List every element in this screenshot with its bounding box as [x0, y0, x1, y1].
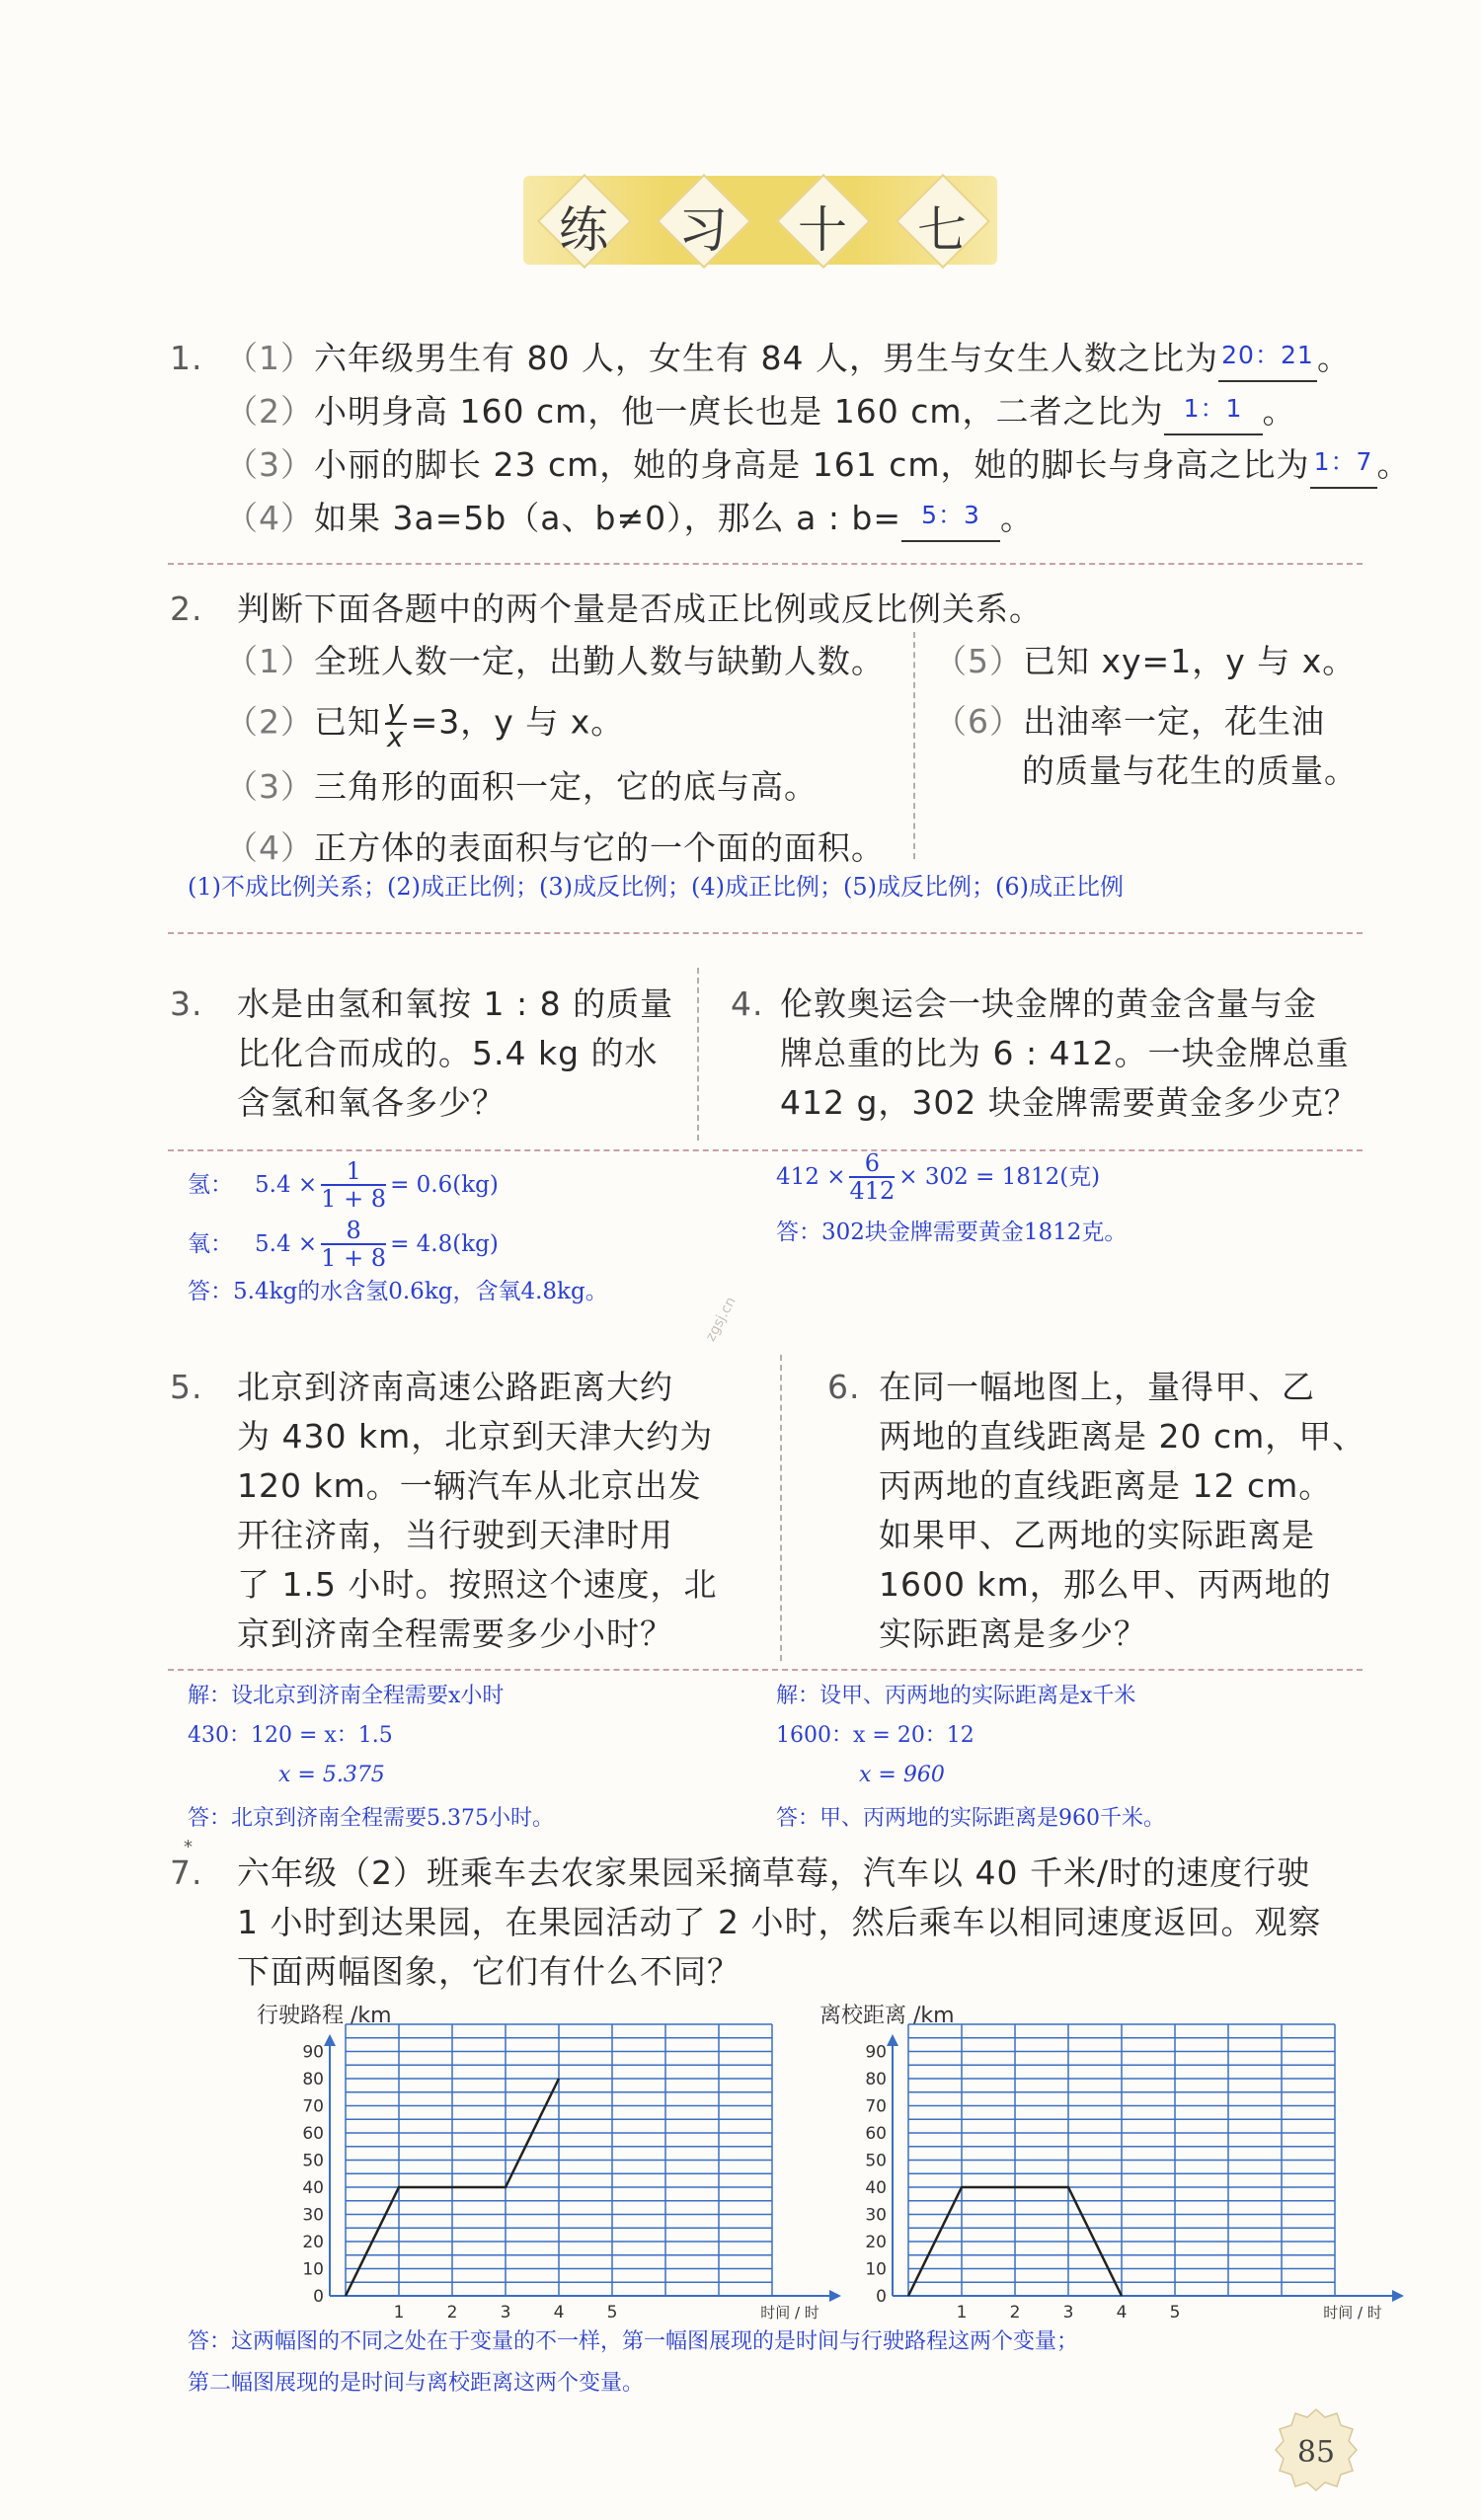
q6-answer-line: 解：设甲、丙两地的实际距离是x千米 — [776, 1684, 1136, 1708]
item-label: （6） — [934, 702, 1023, 741]
q5-line: 京到济南全程需要多少小时？ — [237, 1614, 673, 1653]
q2-stem: 判断下面各题中的两个量是否成正比例或反比例关系。 — [237, 590, 1043, 628]
item-label: （1） — [225, 339, 314, 377]
fraction-numerator: 1 — [321, 1158, 386, 1186]
answer-blank: 1：7 — [1310, 437, 1377, 489]
y-tick-label: 10 — [302, 2259, 324, 2280]
section-divider — [168, 932, 1363, 934]
item-text: 小明身高 160 cm，他一庹长也是 160 cm，二者之比为 — [314, 392, 1164, 431]
fraction-denominator: 1 + 8 — [321, 1185, 387, 1213]
q4-answer-line — [776, 1149, 1100, 1205]
math-text: 5.4 × — [255, 1231, 318, 1257]
q7-line: 1 小时到达果园，在果园活动了 2 小时，然后乘车以相同速度返回。观察 — [237, 1903, 1322, 1941]
q6-line: 在同一幅地图上，量得甲、乙 — [879, 1368, 1315, 1406]
q2-item-5 — [934, 637, 1356, 686]
q5-line: 北京到济南高速公路距离大约 — [237, 1368, 673, 1406]
y-tick-label: 20 — [302, 2233, 324, 2252]
fraction-numerator: y — [387, 693, 405, 726]
y-tick-label: 50 — [302, 2151, 324, 2171]
fraction-denominator: x — [387, 721, 405, 753]
q3-answer-line — [188, 1157, 499, 1213]
x-axis-label: 时间 / 时 — [760, 2304, 819, 2322]
item-text: 小丽的脚长 23 cm，她的身高是 161 cm，她的脚长与身高之比为 — [314, 445, 1310, 484]
y-axis-arrow-icon — [887, 2034, 898, 2046]
section-divider — [168, 563, 1363, 565]
math-text: 412 × — [776, 1164, 846, 1190]
math-text: 5.4 × — [255, 1172, 318, 1198]
question-number: 2. — [170, 590, 203, 628]
item-text: 如果 3a=5b（a、b≠0），那么 a : b= — [314, 499, 902, 537]
page-title-char: 七 — [917, 201, 967, 259]
q5-line: 120 km。一辆汽车从北京出发 — [237, 1466, 702, 1505]
q1-item-4 — [225, 494, 1410, 548]
page-title-char: 十 — [798, 201, 847, 259]
item-text: 全班人数一定，出勤人数与缺勤人数。 — [314, 642, 885, 680]
question-number: 1. — [170, 339, 203, 377]
chart-title: 离校距离 /km — [819, 2004, 955, 2028]
q1-item-1 — [225, 334, 1410, 388]
y-tick-label: 30 — [865, 2205, 887, 2226]
q2-item-6 — [934, 697, 1325, 747]
q2-item-1 — [225, 637, 885, 686]
y-tick-label: 90 — [865, 2042, 887, 2063]
challenge-star-icon: * — [184, 1837, 193, 1857]
question-number: 4. — [731, 984, 764, 1023]
q2-item-2 — [225, 693, 625, 753]
item-text: 三角形的面积一定，它的底与高。 — [314, 767, 818, 806]
q1-item-3 — [225, 440, 1459, 495]
chart-title: 行驶路程 /km — [257, 2004, 392, 2028]
item-label: （5） — [934, 642, 1023, 680]
q3-line: 水是由氢和氧按 1 : 8 的质量 — [237, 984, 674, 1023]
q6-line: 实际距离是多少？ — [879, 1614, 1147, 1653]
item-text: 六年级男生有 80 人，女生有 84 人，男生与女生人数之比为 — [314, 339, 1218, 377]
y-tick-label: 70 — [302, 2096, 324, 2117]
q2-item-3 — [225, 762, 818, 812]
q3-answer-line: 答：5.4kg的水含氢0.6kg，含氧4.8kg。 — [188, 1279, 608, 1304]
q7-line: 下面两幅图象，它们有什么不同？ — [237, 1952, 740, 1991]
q4-line: 412 g，302 块金牌需要黄金多少克？ — [780, 1083, 1358, 1122]
math-text: = 0.6(kg) — [390, 1172, 499, 1198]
item-label: （2） — [225, 702, 314, 742]
q7-answer-line: 答：这两幅图的不同之处在于变量的不一样，第一幅图展现的是时间与行驶路程这两个变量； — [188, 2329, 1079, 2354]
q6-line: 如果甲、乙两地的实际距离是 — [879, 1516, 1315, 1554]
page-title-char: 习 — [678, 201, 728, 259]
y-axis-arrow-icon — [324, 2034, 336, 2046]
q4-line: 牌总重的比为 6 : 412。一块金牌总重 — [780, 1034, 1350, 1072]
q2-item-6-cont: 的质量与花生的质量。 — [1022, 751, 1358, 790]
q6-answer-line: 1600：x = 20：12 — [776, 1723, 974, 1748]
y-tick-label: 40 — [865, 2178, 887, 2198]
q6-answer-line: 答：甲、丙两地的实际距离是960千米。 — [776, 1806, 1165, 1831]
item-label: （4） — [225, 499, 314, 537]
column-divider — [697, 968, 699, 1141]
item-text: 已知 xy=1，y 与 x。 — [1023, 642, 1357, 680]
punct: 。 — [1316, 339, 1351, 377]
y-tick-label: 0 — [313, 2287, 324, 2307]
punct: 。 — [1000, 499, 1035, 537]
page-number: 85 — [1296, 2435, 1336, 2470]
item-label: （2） — [225, 392, 314, 431]
answer-blank: 1：1 — [1164, 384, 1263, 435]
item-label: （3） — [225, 767, 314, 806]
x-axis-arrow-icon — [1392, 2290, 1404, 2302]
q7-line: 六年级（2）班乘车去农家果园采摘草莓，汽车以 40 千米/时的速度行驶 — [237, 1853, 1311, 1892]
q2-answer: (1)不成比例关系；(2)成正比例；(3)成反比例；(4)成正比例；(5)成反比例；(6)成正比例 — [188, 873, 1124, 901]
x-tick-label: 4 — [1116, 2303, 1128, 2323]
y-tick-label: 20 — [865, 2233, 887, 2252]
fraction-numerator: 6 — [849, 1150, 895, 1178]
x-tick-label: 1 — [956, 2303, 968, 2323]
answer-blank: 5：3 — [901, 491, 1000, 542]
punct: 。 — [1262, 392, 1296, 431]
q5-answer-line: 430：120 = x：1.5 — [188, 1723, 393, 1748]
x-axis-label: 时间 / 时 — [1323, 2304, 1382, 2322]
answer-label: 氢： — [188, 1172, 233, 1198]
question-number: 3. — [170, 984, 203, 1023]
y-tick-label: 10 — [865, 2259, 887, 2280]
watermark: zgsj.cn — [702, 1294, 740, 1345]
q3-answer-line — [188, 1217, 499, 1272]
column-divider — [913, 632, 915, 859]
section-divider — [168, 1149, 1363, 1151]
q3-line: 比化合而成的。5.4 kg 的水 — [237, 1034, 659, 1072]
item-text: 出油率一定，花生油 — [1023, 702, 1325, 741]
x-tick-label: 2 — [446, 2303, 458, 2323]
distance-travelled-chart — [247, 1995, 819, 2330]
q7-answer-line: 第二幅图展现的是时间与离校距离这两个变量。 — [188, 2371, 645, 2396]
fraction-denominator: 412 — [849, 1177, 896, 1205]
answer-label: 氧： — [188, 1231, 233, 1257]
y-tick-label: 80 — [865, 2070, 887, 2089]
q6-answer-line: x = 960 — [859, 1763, 945, 1787]
y-tick-label: 60 — [865, 2124, 887, 2144]
item-label: （4） — [225, 828, 314, 867]
q5-line: 了 1.5 小时。按照这个速度，北 — [237, 1565, 718, 1604]
q2-item-4 — [225, 824, 885, 873]
q5-answer-line: 解：设北京到济南全程需要x小时 — [188, 1684, 505, 1708]
y-tick-label: 80 — [302, 2070, 324, 2089]
q5-line: 为 430 km，北京到天津大约为 — [237, 1417, 714, 1456]
question-number: 7. — [170, 1853, 203, 1892]
question-number: 5. — [170, 1368, 203, 1406]
x-tick-label: 3 — [1062, 2303, 1074, 2323]
section-divider — [168, 1669, 1363, 1671]
q4-answer-line: 答：302块金牌需要黄金1812克。 — [776, 1220, 1128, 1245]
q3-line: 含氢和氧各多少？ — [237, 1083, 506, 1122]
x-tick-label: 4 — [553, 2303, 565, 2323]
page-number-badge — [1274, 2407, 1359, 2492]
y-tick-label: 70 — [865, 2096, 887, 2117]
q1-item-2 — [225, 387, 1410, 441]
x-tick-label: 5 — [606, 2303, 618, 2323]
y-tick-label: 90 — [302, 2042, 324, 2063]
item-label: （1） — [225, 642, 314, 680]
item-text: 正方体的表面积与它的一个面的面积。 — [314, 828, 885, 867]
y-tick-label: 50 — [865, 2151, 887, 2171]
x-tick-label: 2 — [1009, 2303, 1021, 2323]
answer-blank: 20：21 — [1218, 331, 1317, 382]
y-tick-label: 40 — [302, 2178, 324, 2198]
item-text: =3，y 与 x。 — [410, 702, 625, 742]
q6-line: 1600 km，那么甲、丙两地的 — [879, 1565, 1332, 1604]
distance-from-school-chart — [810, 1995, 1382, 2330]
punct: 。 — [1376, 445, 1411, 484]
x-tick-label: 3 — [500, 2303, 511, 2323]
y-tick-label: 0 — [876, 2287, 887, 2307]
q4-line: 伦敦奥运会一块金牌的黄金含量与金 — [780, 984, 1317, 1023]
q6-line: 丙两地的直线距离是 12 cm。 — [879, 1466, 1333, 1505]
question-number: 6. — [827, 1368, 861, 1406]
y-tick-label: 30 — [302, 2205, 324, 2226]
q5-line: 开往济南，当行驶到天津时用 — [237, 1516, 673, 1554]
math-text: × 302 = 1812(克) — [898, 1164, 1101, 1190]
y-tick-label: 60 — [302, 2124, 324, 2144]
q6-line: 两地的直线距离是 20 cm，甲、 — [879, 1417, 1366, 1456]
fraction-denominator: 1 + 8 — [321, 1244, 387, 1272]
item-label: （3） — [225, 445, 314, 484]
math-text: = 4.8(kg) — [390, 1231, 499, 1257]
x-tick-label: 5 — [1169, 2303, 1181, 2323]
column-divider — [780, 1355, 782, 1661]
q5-answer-line: x = 5.375 — [278, 1763, 385, 1787]
item-text: 已知 — [314, 702, 381, 742]
x-tick-label: 1 — [393, 2303, 405, 2323]
q5-answer-line: 答：北京到济南全程需要5.375小时。 — [188, 1806, 554, 1831]
fraction-numerator: 8 — [321, 1218, 386, 1245]
page-title-char: 练 — [559, 201, 608, 259]
